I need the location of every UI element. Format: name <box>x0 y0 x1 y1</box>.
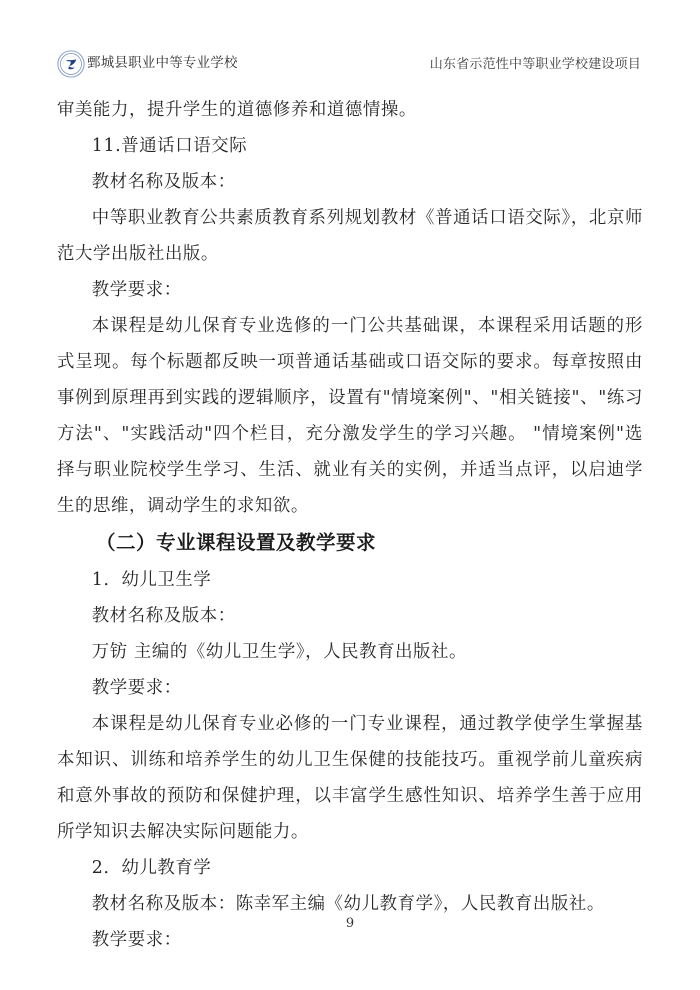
paragraph: 本课程是幼儿保育专业选修的一门公共基础课，本课程采用话题的形式呈现。每个标题都反映一项普通话基础或口语交际的要求。每章按照由事例到原理再到实践的逻辑顺序，设置有"情境案例"、"相关链接"、"练习方法"、"实践活动"四个栏目，充分激发学生的学习兴趣。 "情境案例"选择与职业院校学生学习、生活、就业有关的实例，并适当点评，以启迪学生的思维，调动学生的求知欲。 <box>57 316 643 516</box>
paragraph: 万钫 主编的《幼儿卫生学》，人民教育出版社。 <box>91 642 468 662</box>
document-body <box>57 92 643 958</box>
header-left-group <box>57 50 238 78</box>
page-number: 9 <box>345 916 355 931</box>
paragraph: 教材名称及版本：陈幸军主编《幼儿教育学》，人民教育出版社。 <box>91 894 605 914</box>
page-footer <box>0 912 700 931</box>
paragraph: 中等职业教育公共素质教育系列规划教材《普通话口语交际》，北京师范大学出版社出版。 <box>57 208 643 264</box>
page-header <box>57 46 643 82</box>
paragraph: 教材名称及版本： <box>91 606 236 626</box>
paragraph: 审美能力，提升学生的道德修养和道德情操。 <box>57 100 417 120</box>
paragraph: 教学要求： <box>91 678 182 698</box>
paragraph: 教学要求： <box>91 280 182 300</box>
section-heading: （二）专业课程设置及教学要求 <box>96 531 377 554</box>
paragraph: 1．幼儿卫生学 <box>91 570 212 590</box>
paragraph: 教材名称及版本： <box>91 172 236 192</box>
paragraph: 11.普通话口语交际 <box>91 136 248 156</box>
paragraph: 本课程是幼儿保育专业必修的一门专业课程，通过教学使学生掌握基本知识、训练和培养学生的幼儿卫生保健的技能技巧。重视学前儿童疾病和意外事故的预防和保健护理，以丰富学生感性知识、培养学生善于应用所学知识去解决实际问题能力。 <box>57 714 643 842</box>
paragraph: 教学要求： <box>91 930 182 950</box>
header-school-name: 鄄城县职业中等专业学校 <box>87 54 238 71</box>
paragraph: 2．幼儿教育学 <box>91 858 212 878</box>
school-emblem-icon <box>57 50 85 78</box>
header-project-title: 山东省示范性中等职业学校建设项目 <box>429 56 641 72</box>
